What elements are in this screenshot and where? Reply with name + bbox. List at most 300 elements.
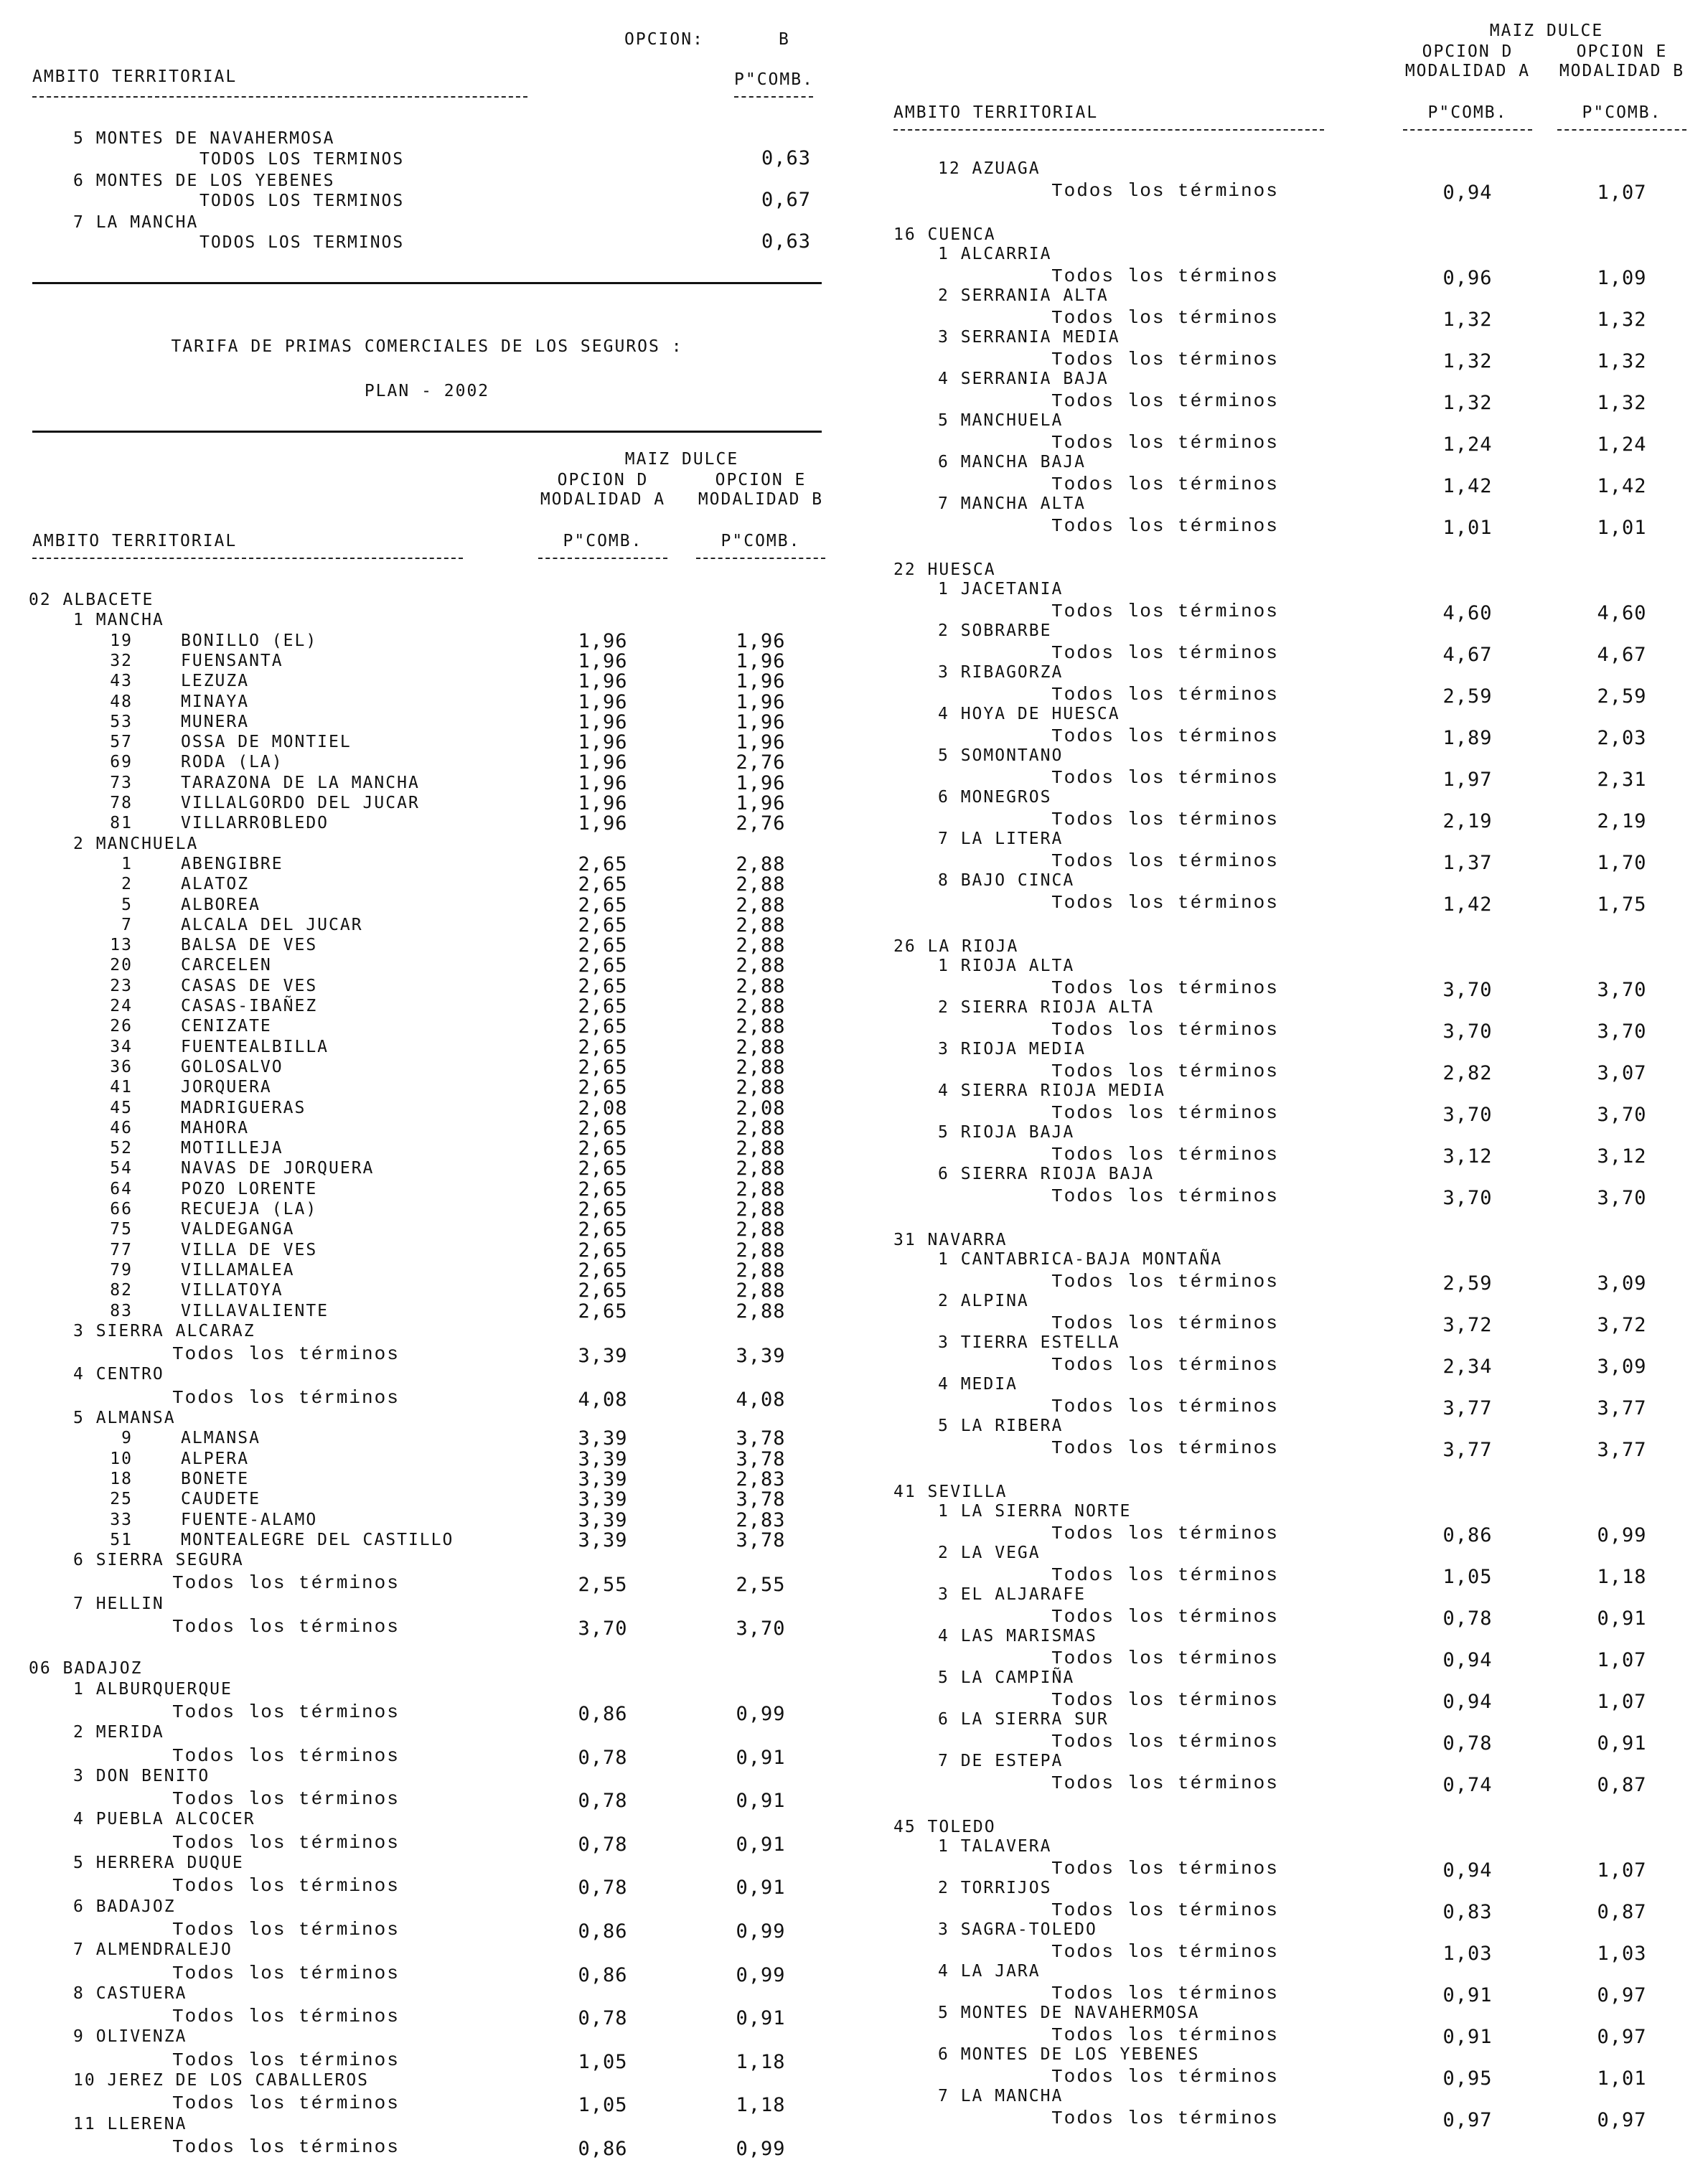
comarca-label: 6 MONEGROS <box>938 788 1052 807</box>
all-terms-label: Todos los términos <box>1051 684 1279 705</box>
municipality-code: 53 <box>110 712 133 731</box>
premium-value-a: 2,65 <box>578 1036 628 1058</box>
all-terms-label: Todos los términos <box>1051 1648 1279 1669</box>
premium-value-b: 1,24 <box>1597 433 1647 456</box>
municipality-name: VILLA DE VES <box>181 1240 318 1259</box>
municipality-name: CENIZATE <box>181 1017 272 1036</box>
municipality-name: RECUEJA (LA) <box>181 1200 318 1218</box>
all-terms-label: Todos los términos <box>1051 1396 1279 1417</box>
premium-value-a: 1,05 <box>578 2050 628 2073</box>
comarca-label: 3 SERRANIA MEDIA <box>938 328 1120 347</box>
municipality-name: ALPERA <box>181 1449 250 1468</box>
province-label: 31 NAVARRA <box>893 1231 1008 1249</box>
all-terms-label: Todos los términos <box>1051 809 1279 830</box>
municipality-name: BALSA DE VES <box>181 936 318 955</box>
premium-value-b: 1,03 <box>1597 1943 1647 1965</box>
all-terms-label: Todos los términos <box>1051 307 1279 329</box>
premium-value-b: 3,70 <box>736 1617 786 1640</box>
tarifa-title: TARIFA DE PRIMAS COMERCIALES DE LOS SEGUROS : <box>171 337 683 356</box>
premium-value-b: 3,70 <box>1597 979 1647 1001</box>
plan-title: PLAN - 2002 <box>364 382 490 400</box>
comarca-label: 5 RIOJA BAJA <box>938 1123 1075 1142</box>
all-terms-label: Todos los términos <box>1051 1185 1279 1207</box>
municipality-name: MADRIGUERAS <box>181 1098 306 1117</box>
all-terms-label: Todos los términos <box>1051 1900 1279 1921</box>
municipality-code: 34 <box>110 1037 133 1056</box>
premium-value-a: 0,78 <box>578 1877 628 1900</box>
option-d-header: OPCION D <box>1422 42 1514 61</box>
premium-value-a: 0,94 <box>1442 1649 1493 1671</box>
premium-value-a: 2,65 <box>578 873 628 896</box>
premium-value-b: 4,67 <box>1597 644 1647 666</box>
municipality-name: TARAZONA DE LA MANCHA <box>181 773 420 792</box>
premium-value-b: 3,09 <box>1597 1356 1647 1378</box>
comarca-label: 3 SAGRA-TOLEDO <box>938 1920 1097 1939</box>
premium-value-b: 3,77 <box>1597 1439 1647 1461</box>
premium-value-a: 0,74 <box>1442 1774 1493 1796</box>
premium-value-b: 3,78 <box>736 1488 786 1511</box>
comarca-label: 9 OLIVENZA <box>73 2027 187 2047</box>
comarca-label: 3 SIERRA ALCARAZ <box>73 1321 255 1340</box>
ambito-underline <box>893 129 1324 131</box>
premium-value-a: 3,39 <box>578 1508 628 1531</box>
all-terms-label: Todos los términos <box>1051 1271 1279 1292</box>
premium-value-b: 3,72 <box>1597 1314 1647 1336</box>
premium-value-a: 0,86 <box>578 2137 628 2160</box>
comarca-label: 6 MONTES DE LOS YEBENES <box>73 172 335 190</box>
province-label: 41 SEVILLA <box>893 1483 1008 1501</box>
top-separator-rule <box>32 282 822 284</box>
all-terms-label: Todos los términos <box>1051 390 1279 412</box>
premium-value-a: 2,65 <box>578 1056 628 1079</box>
municipality-code: 45 <box>110 1098 133 1117</box>
premium-value-b: 1,32 <box>1597 309 1647 331</box>
premium-value-a: 1,42 <box>1442 475 1493 497</box>
premium-value-a: 2,65 <box>578 853 628 875</box>
municipality-name: VILLARROBLEDO <box>181 814 329 833</box>
premium-value: 0,63 <box>761 147 811 169</box>
premium-value-a: 3,70 <box>1442 979 1493 1001</box>
all-terms-label: Todos los términos <box>1051 1564 1279 1586</box>
municipality-code: 64 <box>110 1179 133 1198</box>
pcomb-b-underline <box>696 558 825 559</box>
premium-value-b: 2,88 <box>736 1076 786 1099</box>
all-terms-label: Todos los términos <box>172 1918 400 1940</box>
all-terms-label: Todos los términos <box>1051 2024 1279 2046</box>
premium-value-a: 0,96 <box>1442 267 1493 289</box>
municipality-code: 7 <box>121 915 133 934</box>
premium-value-a: 3,39 <box>578 1427 628 1450</box>
top-ambito-underline <box>32 96 527 98</box>
premium-value-b: 2,59 <box>1597 685 1647 708</box>
all-terms-label: Todos los términos <box>1051 1731 1279 1752</box>
comarca-label: 7 MANCHA ALTA <box>938 494 1087 513</box>
comarca-label: 4 LAS MARISMAS <box>938 1627 1097 1645</box>
all-terms-label: Todos los términos <box>1051 515 1279 537</box>
premium-value-b: 0,91 <box>736 1746 786 1769</box>
premium-value-a: 2,65 <box>578 1239 628 1262</box>
municipality-name: BONILLO (EL) <box>181 631 318 650</box>
comarca-label: 1 RIOJA ALTA <box>938 957 1075 975</box>
comarca-label: 7 LA MANCHA <box>938 2087 1064 2105</box>
municipality-name: MUNERA <box>181 712 250 731</box>
municipality-code: 43 <box>110 672 133 691</box>
option-e-header: OPCION E <box>1576 42 1668 61</box>
premium-value-b: 3,78 <box>736 1529 786 1551</box>
premium-value-b: 2,88 <box>736 995 786 1018</box>
municipality-code: 33 <box>110 1510 133 1529</box>
premium-value-a: 0,78 <box>578 1746 628 1769</box>
premium-value-b: 1,70 <box>1597 852 1647 874</box>
comarca-label: 1 CANTABRICA-BAJA MONTAÑA <box>938 1250 1223 1269</box>
pcomb-a-header: P"COMB. <box>1427 103 1508 122</box>
premium-value-a: 4,60 <box>1442 602 1493 624</box>
municipality-code: 51 <box>110 1530 133 1549</box>
premium-value-b: 0,99 <box>736 1920 786 1943</box>
municipality-code: 5 <box>121 895 133 914</box>
premium-value-a: 0,86 <box>578 1920 628 1943</box>
premium-value-a: 3,70 <box>1442 1187 1493 1209</box>
municipality-code: 19 <box>110 631 133 650</box>
premium-value-a: 1,96 <box>578 771 628 794</box>
premium-value-b: 2,88 <box>736 1218 786 1241</box>
all-terms-label: Todos los términos <box>172 1875 400 1897</box>
pcomb-a-header: P"COMB. <box>563 532 643 550</box>
comarca-label: 2 LA VEGA <box>938 1544 1041 1562</box>
premium-value-b: 2,88 <box>736 1117 786 1140</box>
premium-value: 0,67 <box>761 189 811 211</box>
all-terms-label: Todos los términos <box>172 1572 400 1595</box>
municipality-name: RODA (LA) <box>181 753 283 772</box>
premium-value-b: 3,12 <box>1597 1145 1647 1168</box>
premium-value-a: 1,96 <box>578 629 628 652</box>
municipality-code: 13 <box>110 936 133 955</box>
premium-value-a: 1,96 <box>578 690 628 713</box>
ambito-header: AMBITO TERRITORIAL <box>32 532 238 550</box>
all-terms-label: Todos los términos <box>1051 1437 1279 1459</box>
municipality-code: 83 <box>110 1301 133 1320</box>
premium-value-a: 3,39 <box>578 1529 628 1551</box>
comarca-label: 3 DON BENITO <box>73 1766 210 1785</box>
all-terms-label: Todos los términos <box>1051 1941 1279 1963</box>
premium-value-a: 0,94 <box>1442 182 1493 204</box>
municipality-code: 54 <box>110 1159 133 1178</box>
all-terms-label: Todos los términos <box>172 2093 400 2115</box>
municipality-code: 52 <box>110 1139 133 1158</box>
municipality-name: MAHORA <box>181 1118 250 1137</box>
municipality-name: POZO LORENTE <box>181 1179 318 1198</box>
premium-value-a: 1,96 <box>578 812 628 835</box>
premium-value-a: 0,83 <box>1442 1901 1493 1923</box>
municipality-code: 78 <box>110 794 133 812</box>
comarca-label: 3 RIOJA MEDIA <box>938 1040 1087 1058</box>
province-label: 45 TOLEDO <box>893 1818 996 1836</box>
comarca-label: 11 LLERENA <box>73 2114 187 2133</box>
comarca-label: 8 BAJO CINCA <box>938 871 1075 890</box>
all-terms-label: Todos los términos <box>1051 1523 1279 1544</box>
premium-value-b: 1,96 <box>736 649 786 672</box>
premium-value-a: 1,96 <box>578 731 628 754</box>
premium-value-a: 2,65 <box>578 934 628 957</box>
premium-value-b: 1,96 <box>736 690 786 713</box>
all-terms-label: Todos los términos <box>1051 1313 1279 1334</box>
premium-value-a: 3,77 <box>1442 1397 1493 1419</box>
all-terms-label: Todos los términos <box>172 1788 400 1811</box>
municipality-code: 26 <box>110 1017 133 1036</box>
comarca-label: 1 JACETANIA <box>938 580 1064 598</box>
comarca-label: 1 ALCARRIA <box>938 245 1052 263</box>
premium-value-b: 3,70 <box>1597 1187 1647 1209</box>
municipality-name: MOTILLEJA <box>181 1139 283 1158</box>
all-terms-label: Todos los términos <box>1051 2108 1279 2129</box>
premium-value-b: 1,07 <box>1597 182 1647 204</box>
municipality-name: OSSA DE MONTIEL <box>181 733 352 752</box>
premium-value-b: 2,88 <box>736 1137 786 1160</box>
comarca-label: 4 HOYA DE HUESCA <box>938 705 1120 723</box>
premium-value-b: 1,96 <box>736 710 786 733</box>
comarca-label: 2 ALPINA <box>938 1292 1029 1310</box>
premium-value-a: 3,39 <box>578 1447 628 1470</box>
comarca-label: 2 MANCHUELA <box>73 834 199 853</box>
municipality-name: VILLAMALEA <box>181 1260 295 1279</box>
premium-value-b: 2,88 <box>736 1300 786 1323</box>
all-terms-label: Todos los términos <box>172 1962 400 1984</box>
premium-value-b: 1,96 <box>736 771 786 794</box>
municipality-name: ALBOREA <box>181 895 261 914</box>
all-terms-label: Todos los términos <box>1051 767 1279 789</box>
premium-value-a: 3,72 <box>1442 1314 1493 1336</box>
municipality-code: 57 <box>110 733 133 752</box>
all-terms-label: Todos los términos <box>172 1831 400 1854</box>
premium-value-a: 3,39 <box>578 1345 628 1368</box>
all-terms-label: Todos los términos <box>1051 977 1279 999</box>
all-terms-label: Todos los términos <box>1051 1061 1279 1082</box>
comarca-label: 5 HERRERA DUQUE <box>73 1854 244 1872</box>
comarca-label: 2 SOBRARBE <box>938 621 1052 640</box>
comarca-label: 10 JEREZ DE LOS CABALLEROS <box>73 2071 370 2090</box>
premium-value-a: 1,03 <box>1442 1943 1493 1965</box>
municipality-name: GOLOSALVO <box>181 1057 283 1076</box>
premium-value-a: 2,65 <box>578 1137 628 1160</box>
all-terms-label: Todos los términos <box>172 1386 400 1409</box>
all-terms-label: TODOS LOS TERMINOS <box>200 192 405 210</box>
comarca-label: 6 MONTES DE LOS YEBENES <box>938 2045 1200 2064</box>
premium-value-b: 1,07 <box>1597 1691 1647 1713</box>
all-terms-label: Todos los términos <box>1051 1102 1279 1124</box>
premium-value-b: 2,88 <box>736 1178 786 1201</box>
premium-value-b: 3,77 <box>1597 1397 1647 1419</box>
premium-value-b: 1,96 <box>736 629 786 652</box>
option-e-header: OPCION E <box>715 471 807 489</box>
premium-value-b: 0,87 <box>1597 1901 1647 1923</box>
premium-value-b: 1,32 <box>1597 392 1647 414</box>
municipality-name: ALMANSA <box>181 1429 261 1448</box>
municipality-code: 36 <box>110 1057 133 1076</box>
premium-value-a: 1,96 <box>578 670 628 693</box>
all-terms-label: Todos los términos <box>172 2006 400 2028</box>
comarca-label: 6 MANCHA BAJA <box>938 453 1087 471</box>
modalidad-a-header: MODALIDAD A <box>1404 62 1531 80</box>
premium-value-b: 0,99 <box>736 1702 786 1725</box>
premium-value-b: 1,18 <box>1597 1566 1647 1588</box>
municipality-code: 48 <box>110 692 133 711</box>
pcomb-b-header: P"COMB. <box>721 532 801 550</box>
all-terms-label: Todos los términos <box>1051 1858 1279 1879</box>
comarca-label: 4 LA JARA <box>938 1962 1041 1981</box>
comarca-label: 3 TIERRA ESTELLA <box>938 1333 1120 1352</box>
premium-value-b: 2,88 <box>736 1015 786 1038</box>
premium-value-a: 1,37 <box>1442 852 1493 874</box>
premium-value-b: 3,70 <box>1597 1104 1647 1126</box>
premium-value-a: 1,42 <box>1442 893 1493 916</box>
municipality-name: CAUDETE <box>181 1490 261 1509</box>
premium-value-a: 0,97 <box>1442 2109 1493 2131</box>
premium-value-a: 2,65 <box>578 954 628 977</box>
opcion-value: B <box>779 30 790 49</box>
premium-value-b: 1,42 <box>1597 475 1647 497</box>
comarca-label: 1 TALAVERA <box>938 1837 1052 1856</box>
premium-value-a: 3,70 <box>1442 1020 1493 1043</box>
premium-value-a: 3,12 <box>1442 1145 1493 1168</box>
top-ambito-label: AMBITO TERRITORIAL <box>32 67 238 86</box>
premium-value-a: 2,82 <box>1442 1062 1493 1084</box>
province-label: 16 CUENCA <box>893 225 996 244</box>
premium-value-a: 1,96 <box>578 649 628 672</box>
premium-value-a: 4,67 <box>1442 644 1493 666</box>
municipality-name: NAVAS DE JORQUERA <box>181 1159 375 1178</box>
premium-value-b: 1,96 <box>736 731 786 754</box>
premium-value-b: 0,87 <box>1597 1774 1647 1796</box>
premium-value-a: 1,24 <box>1442 433 1493 456</box>
comarca-label: 7 ALMENDRALEJO <box>73 1940 233 1960</box>
municipality-name: VILLAVALIENTE <box>181 1301 329 1320</box>
municipality-name: CASAS-IBAÑEZ <box>181 997 318 1015</box>
premium-value-b: 0,91 <box>736 1833 786 1856</box>
premium-value-b: 2,88 <box>736 873 786 896</box>
premium-value-b: 1,01 <box>1597 517 1647 539</box>
premium-value-b: 2,55 <box>736 1574 786 1597</box>
comarca-label: 5 ALMANSA <box>73 1409 176 1427</box>
municipality-name: CARCELEN <box>181 956 272 975</box>
premium-value-b: 1,01 <box>1597 2067 1647 2090</box>
all-terms-label: Todos los términos <box>172 2136 400 2158</box>
comarca-label: 8 CASTUERA <box>73 1983 187 2003</box>
municipality-name: JORQUERA <box>181 1078 272 1097</box>
pcomb-a-underline <box>538 558 667 559</box>
premium-value-b: 1,07 <box>1597 1649 1647 1671</box>
comarca-label: 5 MONTES DE NAVAHERMOSA <box>73 129 335 148</box>
modalidad-a-header: MODALIDAD A <box>540 490 666 509</box>
premium-value-a: 2,19 <box>1442 810 1493 832</box>
premium-value-a: 2,34 <box>1442 1356 1493 1378</box>
premium-value-b: 2,88 <box>736 914 786 936</box>
municipality-name: CASAS DE VES <box>181 976 318 995</box>
premium-value-b: 2,88 <box>736 1158 786 1180</box>
comarca-label: 1 LA SIERRA NORTE <box>938 1502 1132 1521</box>
comarca-label: 1 MANCHA <box>73 611 164 630</box>
premium-value-b: 0,99 <box>736 1963 786 1986</box>
municipality-code: 41 <box>110 1078 133 1097</box>
municipality-name: FUENTE-ALAMO <box>181 1510 318 1529</box>
municipality-name: BONETE <box>181 1469 250 1488</box>
premium-value-b: 2,88 <box>736 934 786 957</box>
premium-value-a: 1,01 <box>1442 517 1493 539</box>
pcomb-a-underline <box>1403 129 1532 131</box>
premium-value-a: 2,65 <box>578 995 628 1018</box>
premium-value-a: 2,59 <box>1442 685 1493 708</box>
premium-value-a: 2,65 <box>578 893 628 916</box>
all-terms-label: TODOS LOS TERMINOS <box>200 150 405 169</box>
premium-value-b: 2,08 <box>736 1097 786 1119</box>
plan-separator-rule <box>32 431 822 433</box>
premium-value-b: 0,91 <box>1597 1607 1647 1630</box>
premium-value-b: 1,09 <box>1597 267 1647 289</box>
premium-value-a: 2,08 <box>578 1097 628 1119</box>
premium-value-a: 2,65 <box>578 1158 628 1180</box>
municipality-code: 66 <box>110 1200 133 1218</box>
premium-value-a: 3,39 <box>578 1488 628 1511</box>
premium-value-b: 3,39 <box>736 1345 786 1368</box>
top-pcomb-label: P"COMB. <box>734 70 814 89</box>
premium-value-a: 0,91 <box>1442 2026 1493 2048</box>
premium-value-b: 2,88 <box>736 1056 786 1079</box>
comarca-label: 5 MANCHUELA <box>938 411 1064 430</box>
municipality-code: 82 <box>110 1281 133 1300</box>
all-terms-label: Todos los términos <box>1051 601 1279 622</box>
all-terms-label: Todos los términos <box>172 2049 400 2071</box>
comarca-label: 1 ALBURQUERQUE <box>73 1679 233 1699</box>
premium-value-a: 0,78 <box>578 1833 628 1856</box>
municipality-code: 73 <box>110 773 133 792</box>
comarca-label: 4 PUEBLA ALCOCER <box>73 1810 255 1829</box>
premium-value-b: 2,83 <box>736 1508 786 1531</box>
municipality-code: 25 <box>110 1490 133 1509</box>
all-terms-label: Todos los términos <box>172 1343 400 1366</box>
premium-value-b: 2,31 <box>1597 769 1647 791</box>
pcomb-b-underline <box>1557 129 1686 131</box>
municipality-name: MINAYA <box>181 692 250 711</box>
premium-value-b: 3,07 <box>1597 1062 1647 1084</box>
municipality-name: ALCALA DEL JUCAR <box>181 915 363 934</box>
premium-value-b: 2,88 <box>736 975 786 997</box>
premium-value-b: 2,88 <box>736 954 786 977</box>
opcion-label: OPCION: <box>624 30 704 49</box>
premium-value-b: 1,18 <box>736 2050 786 2073</box>
all-terms-label: Todos los términos <box>1051 180 1279 202</box>
comarca-label: 2 MERIDA <box>73 1723 164 1742</box>
premium-value-b: 0,91 <box>736 1877 786 1900</box>
municipality-name: MONTEALEGRE DEL CASTILLO <box>181 1530 454 1549</box>
all-terms-label: Todos los términos <box>1051 850 1279 872</box>
premium-value-b: 2,88 <box>736 893 786 916</box>
municipality-code: 2 <box>121 875 133 894</box>
premium-value-a: 0,78 <box>578 1790 628 1813</box>
premium-value-b: 2,03 <box>1597 727 1647 749</box>
municipality-code: 75 <box>110 1220 133 1239</box>
premium-value-b: 2,88 <box>736 1198 786 1221</box>
crop-header: MAIZ DULCE <box>624 450 739 469</box>
premium-value-b: 0,97 <box>1597 2109 1647 2131</box>
all-terms-label: Todos los términos <box>172 1701 400 1723</box>
premium-value-a: 2,65 <box>578 1300 628 1323</box>
premium-value-a: 0,94 <box>1442 1859 1493 1882</box>
all-terms-label: Todos los términos <box>1051 474 1279 495</box>
premium-value-b: 1,18 <box>736 2094 786 2117</box>
all-terms-label: Todos los términos <box>1051 892 1279 914</box>
all-terms-label: Todos los términos <box>1051 1772 1279 1794</box>
premium-value-b: 0,91 <box>1597 1732 1647 1755</box>
municipality-code: 23 <box>110 976 133 995</box>
